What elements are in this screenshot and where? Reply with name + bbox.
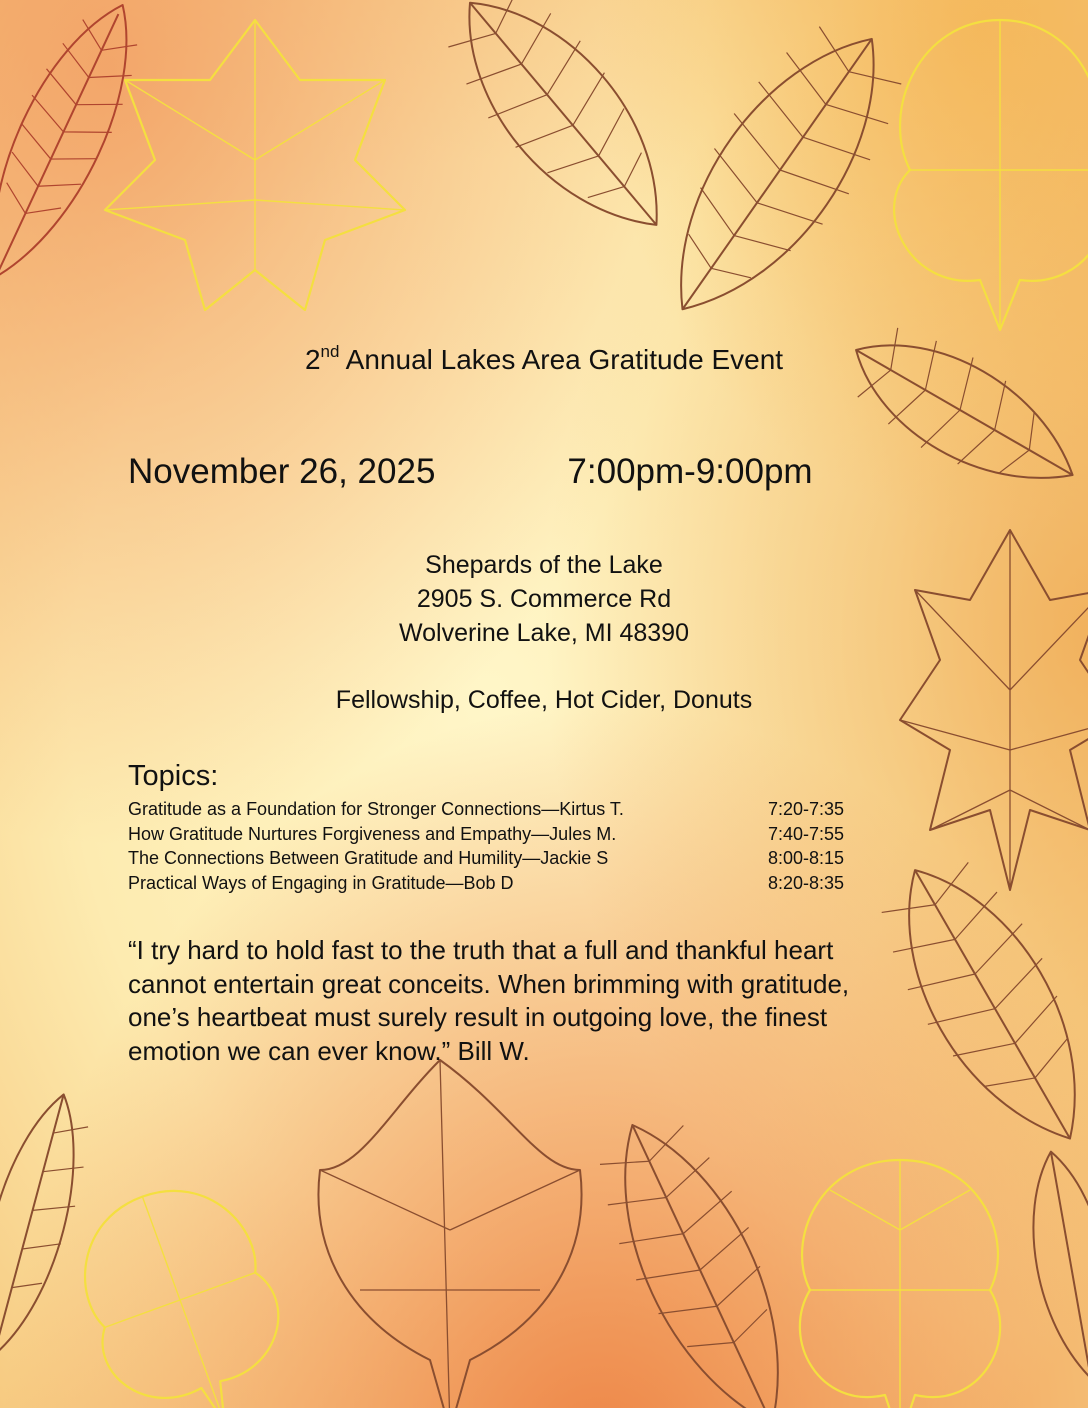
venue-street: 2905 S. Commerce Rd bbox=[416, 585, 672, 613]
title-ordinal-suffix: nd bbox=[320, 342, 340, 361]
event-title bbox=[0, 344, 1088, 376]
venue-city: Wolverine Lake, MI 48390 bbox=[399, 619, 689, 647]
topic-row bbox=[128, 871, 868, 896]
topic-row bbox=[128, 797, 868, 822]
topic-title: Practical Ways of Engaging in Gratitude—Bob D bbox=[128, 872, 514, 893]
date-time-row bbox=[128, 452, 813, 492]
quote-line: emotion we can ever know.” Bill W. bbox=[128, 1035, 530, 1066]
topic-title: The Connections Between Gratitude and Humility—Jackie S bbox=[128, 848, 609, 868]
refreshments-line: Fellowship, Coffee, Hot Cider, Donuts bbox=[335, 686, 753, 714]
venue-name: Shepards of the Lake bbox=[425, 551, 663, 579]
title-ordinal-number: 2 bbox=[304, 344, 321, 375]
quote-line: “I try hard to hold fast to the truth that a full and thankful heart bbox=[128, 935, 834, 965]
quote-line: one’s heartbeat must surely result in outgoing love, the finest bbox=[128, 1002, 828, 1032]
topic-title: How Gratitude Nurtures Forgiveness and Empathy—Jules M. bbox=[128, 823, 617, 844]
topic-time: 7:40-7:55 bbox=[768, 823, 845, 844]
topics-heading: Topics: bbox=[128, 760, 219, 792]
quote-line: cannot entertain great conceits. When brimming with gratitude, bbox=[128, 968, 850, 999]
event-time: 7:00pm-9:00pm bbox=[567, 452, 813, 491]
topic-time: 7:20-7:35 bbox=[768, 799, 845, 819]
quote-block bbox=[128, 934, 948, 1068]
topic-title: Gratitude as a Foundation for Stronger Connections—Kirtus T. bbox=[128, 799, 624, 819]
topic-time: 8:00-8:15 bbox=[768, 848, 845, 868]
topic-row bbox=[128, 822, 868, 847]
topic-time: 8:20-8:35 bbox=[768, 872, 845, 893]
title-text: Annual Lakes Area Gratitude Event bbox=[339, 344, 784, 375]
topic-row bbox=[128, 846, 868, 871]
venue-block bbox=[0, 548, 1088, 650]
event-date: November 26, 2025 bbox=[128, 452, 436, 491]
topics-list bbox=[128, 797, 868, 895]
